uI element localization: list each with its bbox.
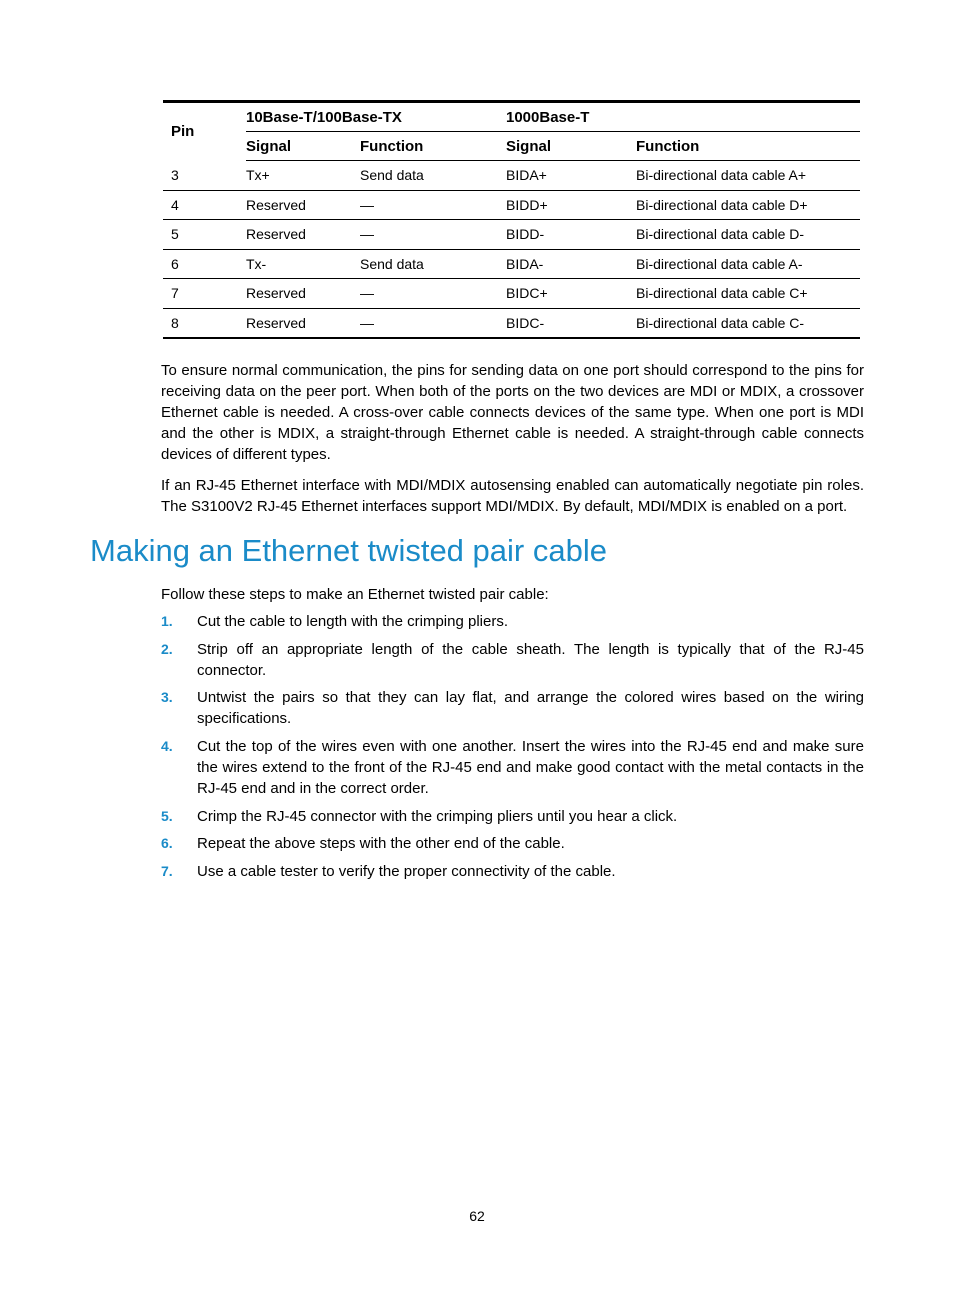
step-item xyxy=(161,611,864,632)
step-number: 1. xyxy=(161,613,173,629)
step-item xyxy=(161,639,864,681)
group-header-1000base-t: 1000Base-T xyxy=(506,103,860,132)
steps-intro: Follow these steps to make an Ethernet twisted pair cable: xyxy=(161,586,549,603)
pin-assignment-table xyxy=(163,100,860,339)
step-number: 2. xyxy=(161,641,173,657)
table-cell: Tx+ xyxy=(246,161,360,191)
table-cell: 8 xyxy=(163,308,246,338)
pin-column-header: Pin xyxy=(171,123,195,141)
table-cell: — xyxy=(360,279,506,309)
function-header: Function xyxy=(360,132,506,161)
table-cell: Send data xyxy=(360,161,506,191)
table-cell: Bi-directional data cable D+ xyxy=(636,190,860,220)
table-header-row-2 xyxy=(163,132,860,161)
signal-header: Signal xyxy=(246,132,360,161)
step-item xyxy=(161,806,864,827)
step-number: 5. xyxy=(161,808,173,824)
step-number: 6. xyxy=(161,835,173,851)
table-cell: — xyxy=(360,220,506,250)
table-cell: — xyxy=(360,190,506,220)
crossover-paragraph: To ensure normal communication, the pins for sending data on one port should correspond to the pins for receiving data on the peer port. When both of the ports on the two devices are MDI or MDIX, a crossover Ethernet cable is needed. A cross-over cable connects devices of the same type. When one port is MDI and the other is MDIX, a straight-through Ethernet cable is needed. A straight-through cable connects devices of different types. xyxy=(161,362,864,463)
signal-header: Signal xyxy=(506,132,636,161)
table-cell: Bi-directional data cable A+ xyxy=(636,161,860,191)
table-cell: Reserved xyxy=(246,190,360,220)
step-text: Untwist the pairs so that they can lay flat, and arrange the colored wires based on the wiring specifications. xyxy=(197,689,864,727)
table-cell: Tx- xyxy=(246,249,360,279)
function-header: Function xyxy=(636,132,860,161)
table-cell: 4 xyxy=(163,190,246,220)
table-cell: BIDA+ xyxy=(506,161,636,191)
step-text: Cut the cable to length with the crimping pliers. xyxy=(197,613,508,630)
table-cell: Bi-directional data cable D- xyxy=(636,220,860,250)
step-number: 4. xyxy=(161,738,173,754)
step-item xyxy=(161,736,864,799)
table-cell: Bi-directional data cable C+ xyxy=(636,279,860,309)
step-text: Use a cable tester to verify the proper connectivity of the cable. xyxy=(197,863,616,880)
step-text: Strip off an appropriate length of the cable sheath. The length is typically that of the RJ-45 connector. xyxy=(197,641,864,679)
table-cell: Reserved xyxy=(246,279,360,309)
table-row xyxy=(163,190,860,220)
table-cell: BIDC+ xyxy=(506,279,636,309)
step-item xyxy=(161,687,864,729)
table-cell: Bi-directional data cable A- xyxy=(636,249,860,279)
section-heading: Making an Ethernet twisted pair cable xyxy=(90,533,607,568)
table-row xyxy=(163,161,860,191)
table-cell: 7 xyxy=(163,279,246,309)
step-number: 7. xyxy=(161,863,173,879)
step-text: Repeat the above steps with the other end of the cable. xyxy=(197,835,565,852)
step-text: Crimp the RJ-45 connector with the crimping pliers until you hear a click. xyxy=(197,808,678,825)
step-item xyxy=(161,833,864,854)
table-cell: 5 xyxy=(163,220,246,250)
table-row xyxy=(163,249,860,279)
mdix-paragraph: If an RJ-45 Ethernet interface with MDI/MDIX autosensing enabled can automatically negotiate pin roles. The S3100V2 RJ-45 Ethernet interfaces support MDI/MDIX. By default, MDI/MDIX is enabled on a port. xyxy=(161,477,864,515)
table-row xyxy=(163,220,860,250)
table-cell: Send data xyxy=(360,249,506,279)
step-item xyxy=(161,861,864,882)
step-text: Cut the top of the wires even with one another. Insert the wires into the RJ-45 end and make sure the wires extend to the front of the RJ-45 end and make good contact with the metal contacts in the RJ-45 end and in the correct order. xyxy=(197,738,864,797)
table-row xyxy=(163,308,860,338)
table-cell: 3 xyxy=(163,161,246,191)
table-cell: BIDA- xyxy=(506,249,636,279)
table-header-row-1 xyxy=(163,103,860,132)
table-cell: — xyxy=(360,308,506,338)
table-cell: BIDC- xyxy=(506,308,636,338)
table-cell: BIDD+ xyxy=(506,190,636,220)
step-number: 3. xyxy=(161,689,173,705)
table-cell: Reserved xyxy=(246,220,360,250)
table-cell: Reserved xyxy=(246,308,360,338)
group-header-10base-t: 10Base-T/100Base-TX xyxy=(246,103,506,132)
table-cell: 6 xyxy=(163,249,246,279)
table-row xyxy=(163,279,860,309)
page-number: 62 xyxy=(469,1208,485,1224)
table-cell: BIDD- xyxy=(506,220,636,250)
table-cell: Bi-directional data cable C- xyxy=(636,308,860,338)
